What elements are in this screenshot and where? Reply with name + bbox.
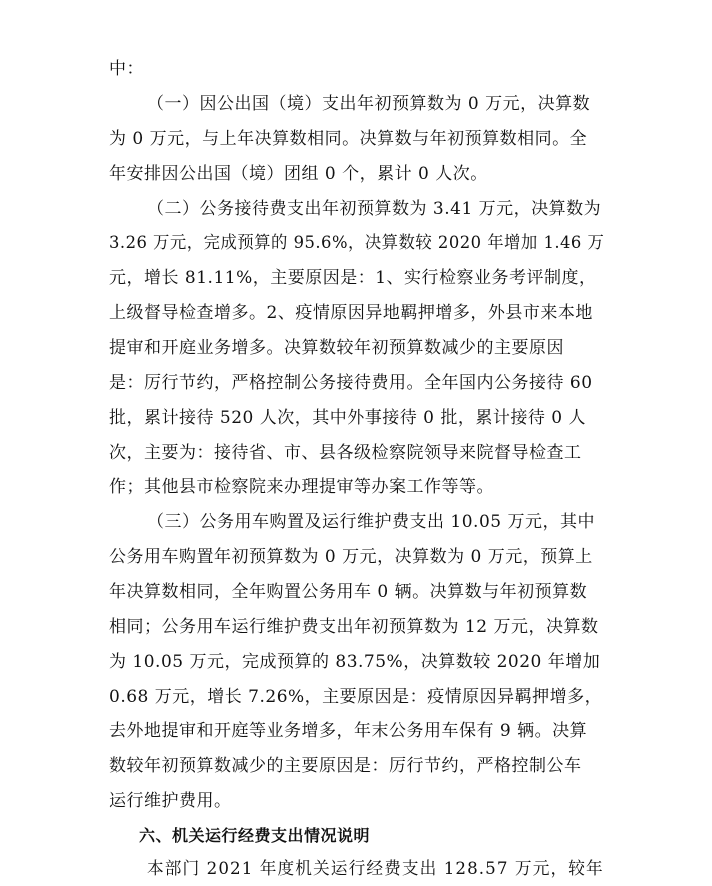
text-line-16: 年决算数相同，全年购置公务用车 0 辆。决算数与年初预算数 <box>109 582 588 602</box>
text-line-12: 次，主要为：接待省、市、县各级检察院领导来院督导检查工 <box>109 443 582 463</box>
text-line-15: 公务用车购置年初预算数为 0 万元，决算数为 0 万元，预算上 <box>109 547 593 567</box>
text-line-9: 提审和开庭业务增多。决算数较年初预算数减少的主要原因 <box>109 338 564 358</box>
text-line-18: 为 10.05 万元，完成预算的 83.75%，决算数较 2020 年增加 <box>109 652 601 672</box>
text-line-6: 3.26 万元，完成预算的 95.6%，决算数较 2020 年增加 1.46 万 <box>109 233 605 253</box>
text-line-11: 批，累计接待 520 人次，其中外事接待 0 批，累计接待 0 人 <box>109 408 587 428</box>
text-line-17: 相同；公务用车运行维护费支出年初预算数为 12 万元，决算数 <box>109 617 599 637</box>
text-line-1: 中： <box>109 59 144 79</box>
text-line-22: 运行维护费用。 <box>109 791 232 811</box>
text-line-5: （二）公务接待费支出年初预算数为 3.41 万元，决算数为 <box>147 199 602 219</box>
text-line-last: 本部门 2021 年度机关运行经费支出 128.57 万元，较年 <box>147 859 604 879</box>
text-line-2: （一）因公出国（境）支出年初预算数为 0 万元，决算数 <box>147 94 591 114</box>
text-line-13: 作；其他县市检察院来办理提审等办案工作等等。 <box>109 477 494 497</box>
text-line-14: （三）公务用车购置及运行维护费支出 10.05 万元，其中 <box>147 512 595 532</box>
text-line-3: 为 0 万元，与上年决算数相同。决算数与年初预算数相同。全 <box>109 129 588 149</box>
text-line-19: 0.68 万元，增长 7.26%，主要原因是：疫情原因异羁押增多， <box>109 687 603 707</box>
text-line-4: 年安排因公出国（境）团组 0 个，累计 0 人次。 <box>109 164 488 184</box>
text-line-20: 去外地提审和开庭等业务增多，年末公务用车保有 9 辆。决算 <box>109 721 588 741</box>
text-line-21: 数较年初预算数减少的主要原因是：厉行节约，严格控制公车 <box>109 756 582 776</box>
text-line-8: 上级督导检查增多。2、疫情原因异地羁押增多，外县市来本地 <box>109 303 593 323</box>
text-line-7: 元，增长 81.11%，主要原因是：1、实行检察业务考评制度， <box>109 268 597 288</box>
section-heading: 六、机关运行经费支出情况说明 <box>139 826 371 845</box>
text-line-10: 是：厉行节约，严格控制公务接待费用。全年国内公务接待 60 <box>109 373 593 393</box>
